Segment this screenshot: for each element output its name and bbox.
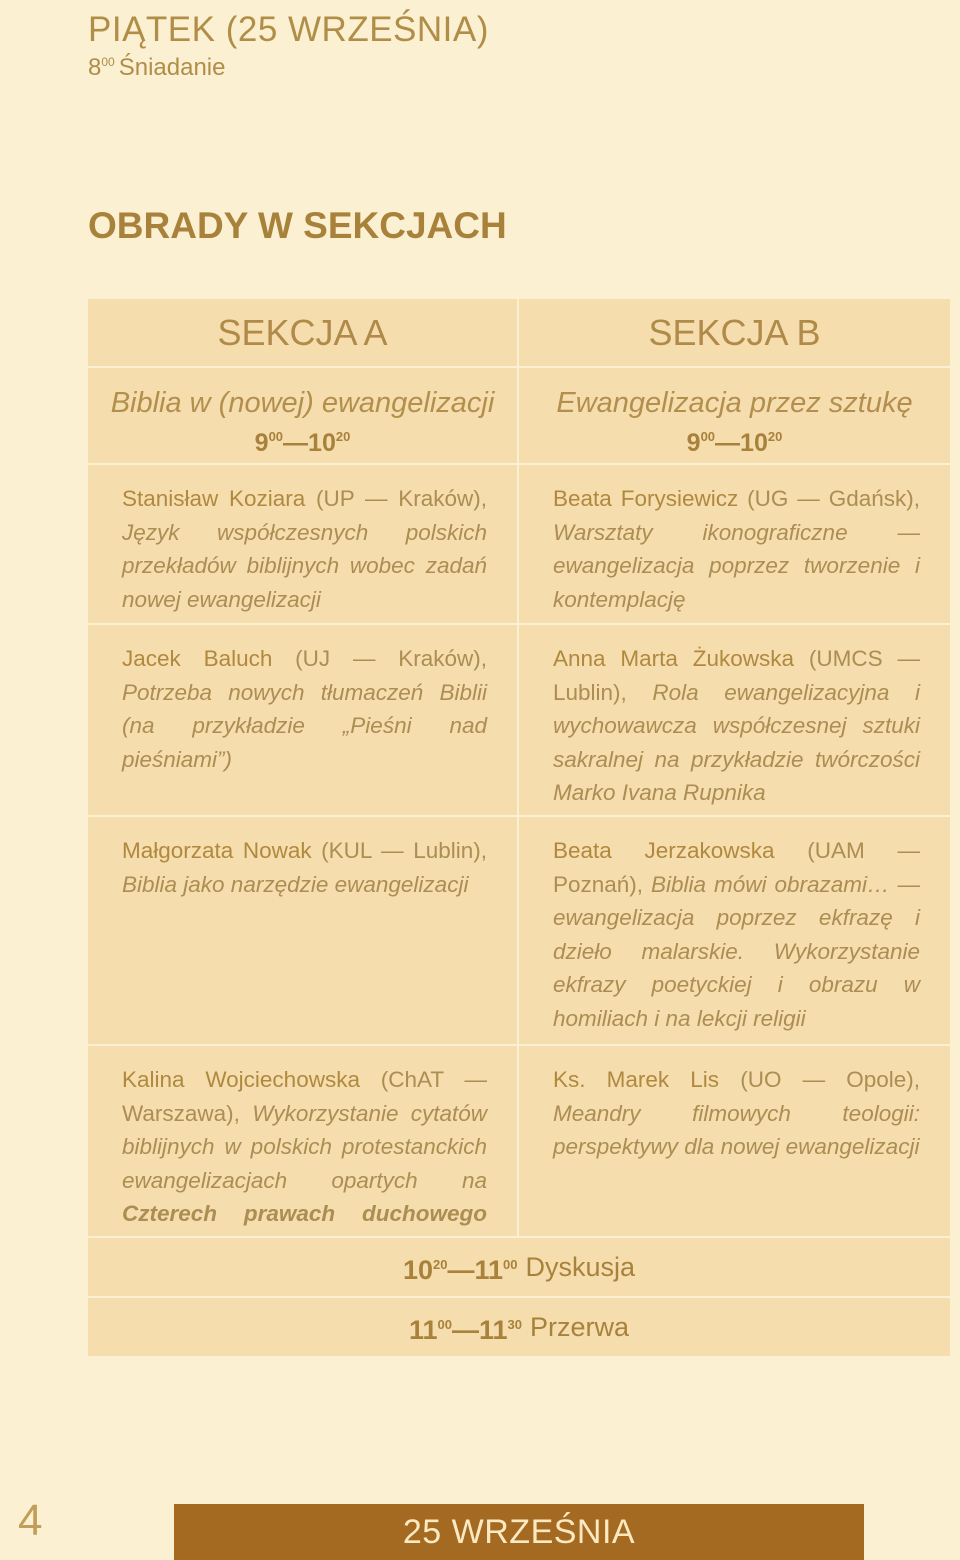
talk-title: Warsztaty ikonograficzne — ewangelizacja poprzez tworzenie i kontemplację: [553, 519, 920, 612]
section-a-title: SEKCJA A: [88, 299, 517, 366]
speaker: Beata Forysiewicz: [553, 486, 739, 511]
speaker: Stanisław Koziara: [122, 486, 306, 511]
affiliation: (UMCS — Lublin),: [553, 646, 920, 705]
discussion-time: $10^{20}—11^{00}$: [402, 1254, 518, 1285]
break-time: $11^{00}—11^{30}$: [408, 1314, 522, 1345]
break-row: [88, 1298, 950, 1356]
talk-b-2: [519, 625, 950, 815]
section-b-topic: Ewangelizacja przez sztukę: [556, 387, 913, 419]
talk-a-1: [88, 465, 517, 623]
section-a-time: $9^{00}—10^{20}$: [254, 429, 351, 457]
talk-title-bold: Czterech prawach duchowego: [122, 1201, 487, 1226]
section-a-topic: Biblia w (nowej) ewangelizacji: [110, 387, 495, 419]
affiliation: (UG — Gdańsk),: [747, 486, 921, 511]
breakfast-hour: 8: [88, 54, 102, 81]
affiliation: (UO — Opole),: [740, 1067, 920, 1092]
speaker: Jacek Baluch: [122, 646, 273, 671]
affiliation: (KUL — Lublin),: [321, 838, 487, 863]
talk-title: Biblia mówi obrazami… — ewangelizacja poprzez ekfrazę i dzieło malarskie. Wykorzystanie ekfrazy poetyckiej i obrazu w homiliach i na lekcji religii: [553, 871, 920, 1031]
speaker: Kalina Wojciechowska: [122, 1067, 360, 1092]
section-a-header: [88, 368, 517, 463]
talk-a-3: [88, 817, 517, 1044]
speaker: Ks. Marek Lis: [553, 1067, 720, 1092]
talk-a-2: [88, 625, 517, 815]
talk-title: Rola ewangelizacyjna i wychowawcza współczesnej sztuki sakralnej na przykładzie twórczości Marko Ivana Rupnika: [553, 679, 920, 805]
affiliation: (UP — Kraków),: [315, 486, 487, 511]
day-title: PIĄTEK (25 WRZEŚNIA): [88, 10, 489, 49]
breakfast-line: [88, 54, 225, 82]
schedule-table: [88, 299, 950, 1356]
footer-date-bar: [174, 1504, 864, 1560]
talk-b-3: [519, 817, 950, 1044]
sessions-heading: OBRADY W SEKCJACH: [88, 205, 507, 246]
talk-b-1: [519, 465, 950, 623]
speaker: Małgorzata Nowak: [122, 838, 312, 863]
talk-b-4: [519, 1046, 950, 1236]
discussion-row: [88, 1238, 950, 1296]
section-b-title: SEKCJA B: [519, 299, 950, 366]
section-b-header: [519, 368, 950, 463]
talk-title: Potrzeba nowych tłumaczeń Biblii (na przykładzie „Pieśni nad pieśniami”): [122, 679, 487, 772]
talk-title: Język współczesnych polskich przekładów biblijnych wobec zadań nowej ewangelizacji: [122, 519, 487, 612]
break-label: Przerwa: [530, 1311, 630, 1342]
page-number: 4: [18, 1496, 43, 1545]
talk-title: Meandry filmowych teologii: perspektywy dla nowej ewangelizacji: [553, 1100, 920, 1159]
breakfast-label: Śniadanie: [118, 54, 226, 81]
footer-date-label: 25 WRZEŚNIA: [402, 1512, 636, 1551]
section-b-time: $9^{00}—10^{20}$: [686, 429, 783, 457]
discussion-label: Dyskusja: [525, 1251, 636, 1282]
affiliation: (UJ — Kraków),: [295, 646, 488, 671]
speaker: Anna Marta Żukowska: [553, 646, 795, 671]
talk-a-4: [88, 1046, 517, 1236]
affiliation: (ChAT — Warszawa),: [122, 1067, 487, 1126]
talk-title: Wykorzystanie cytatów biblijnych w polskich protestanckich ewangelizacjach opartych na: [122, 1100, 487, 1193]
affiliation: (UAM — Poznań),: [553, 838, 920, 897]
breakfast-minutes: 00: [101, 55, 115, 69]
talk-title: Biblia jako narzędzie ewangelizacji: [122, 871, 469, 897]
speaker: Beata Jerzakowska: [553, 838, 775, 863]
